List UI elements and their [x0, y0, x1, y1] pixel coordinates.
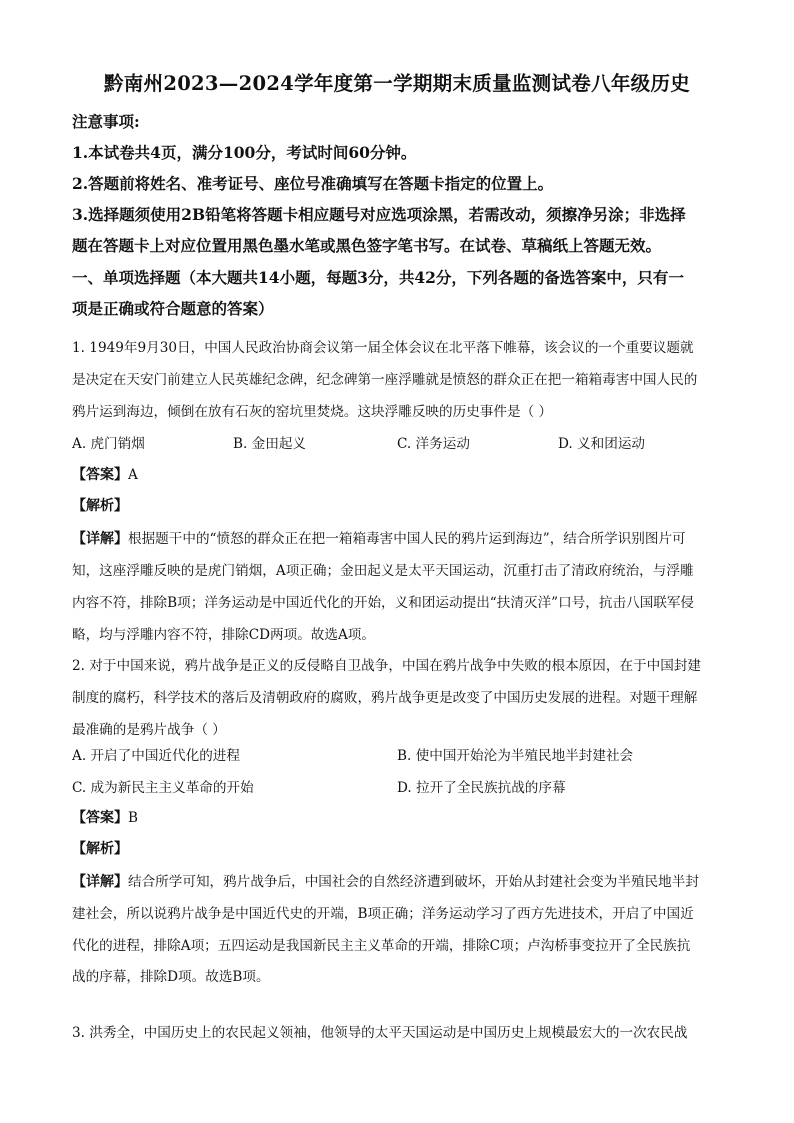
q1-stem-line: 是决定在天安门前建立人民英雄纪念碑，纪念碑第一座浮雕就是愤怒的群众正在把一箱箱毒害中国人民的	[72, 372, 698, 388]
q1-answer-value: A	[128, 467, 138, 483]
q1-detail-line: 内容不符，排除B项；洋务运动是中国近代化的开始，义和团运动提出“扶清灭洋”口号，抗击八国联军侵	[72, 595, 695, 611]
q1-detail-text: 根据题干中的“愤怒的群众正在把一箱箱毒害中国人民的鸦片运到海边”，结合所学识别图片可	[128, 531, 686, 547]
q3-stem-line: 3. 洪秀全，中国历史上的农民起义领袖，他领导的太平天国运动是中国历史上规模最宏大的一次农民战	[72, 1025, 688, 1041]
q1-option-a: A. 虎门销烟	[72, 436, 145, 452]
section-heading-cont: 项是正确或符合题意的答案）	[72, 299, 274, 318]
analysis-label: 【解析】	[72, 498, 128, 514]
answer-label: 【答案】	[72, 467, 128, 483]
q2-option-b: B. 使中国开始沦为半殖民地半封建社会	[397, 748, 634, 764]
q1-detail	[72, 527, 732, 548]
q2-stem-line: 最准确的是鸦片战争（ ）	[72, 722, 226, 738]
q1-stem-line: 鸦片运到海边，倾倒在放有石灰的窑坑里焚烧。这块浮雕反映的历史事件是（ ）	[72, 404, 553, 420]
q1-option-b: B. 金田起义	[233, 436, 307, 452]
q2-option-d: D. 拉开了全民族抗战的序幕	[397, 780, 566, 796]
q1-detail-line: 知，这座浮雕反映的是虎门销烟，A项正确；金田起义是太平天国运动，沉重打击了清政府统治，与浮雕	[72, 563, 694, 579]
q2-analysis	[72, 838, 732, 858]
q2-detail-line: 战的序幕，排除D项。故选B项。	[72, 969, 270, 985]
q2-detail-line: 建社会，所以说鸦片战争是中国近代史的开端，B项正确；洋务运动学习了西方先进技术，开启了中国近	[72, 906, 694, 922]
q1-stem-line: 1. 1949年9月30日，中国人民政治协商会议第一届全体会议在北平落下帷幕，该会议的一个重要议题就	[72, 340, 694, 356]
q2-detail-line: 代化的进程，排除A项；五四运动是我国新民主主义革命的开端，排除C项；卢沟桥事变拉开了全民族抗	[72, 938, 691, 954]
section-heading: 一、单项选择题（本大题共14小题，每题3分，共42分，下列各题的备选答案中，只有一	[72, 268, 684, 287]
q2-option-c: C. 成为新民主主义革命的开始	[72, 780, 254, 796]
q1-detail-line: 略，均与浮雕内容不符，排除CD两项。故选A项。	[72, 627, 375, 643]
note-item: 题在答题卡上对应位置用黑色墨水笔或黑色签字笔书写。在试卷、草稿纸上答题无效。	[72, 236, 662, 255]
q2-answer	[72, 807, 732, 827]
detail-label: 【详解】	[72, 874, 128, 890]
notes-heading: 注意事项:	[72, 112, 140, 131]
page-title: 黔南州2023—2024学年度第一学期期末质量监测试卷八年级历史	[103, 72, 691, 95]
q2-answer-value: B	[128, 810, 138, 826]
analysis-label: 【解析】	[72, 841, 128, 857]
detail-label: 【详解】	[72, 531, 128, 547]
q2-option-a: A. 开启了中国近代化的进程	[72, 748, 240, 764]
q2-detail-text: 结合所学可知，鸦片战争后，中国社会的自然经济遭到破坏，开始从封建社会变为半殖民地半封	[128, 874, 699, 890]
q1-option-d: D. 义和团运动	[558, 436, 646, 452]
answer-label: 【答案】	[72, 810, 128, 826]
q2-detail	[72, 870, 732, 891]
note-item: 2.答题前将姓名、准考证号、座位号准确填写在答题卡指定的位置上。	[72, 174, 554, 193]
q2-stem-line: 2. 对于中国来说，鸦片战争是正义的反侵略自卫战争，中国在鸦片战争中失败的根本原因，在于中国封建	[72, 658, 702, 674]
note-item: 1.本试卷共4页，满分100分，考试时间60分钟。	[72, 143, 417, 162]
note-item: 3.选择题须使用2B铅笔将答题卡相应题号对应选项涂黑，若需改动，须擦净另涂；非选择	[72, 205, 686, 224]
q1-answer	[72, 464, 732, 484]
q2-stem-line: 制度的腐朽，科学技术的落后及清朝政府的腐败，鸦片战争更是改变了中国历史发展的进程。对题干理解	[72, 690, 698, 706]
q1-analysis	[72, 495, 732, 515]
q1-option-c: C. 洋务运动	[397, 436, 470, 452]
